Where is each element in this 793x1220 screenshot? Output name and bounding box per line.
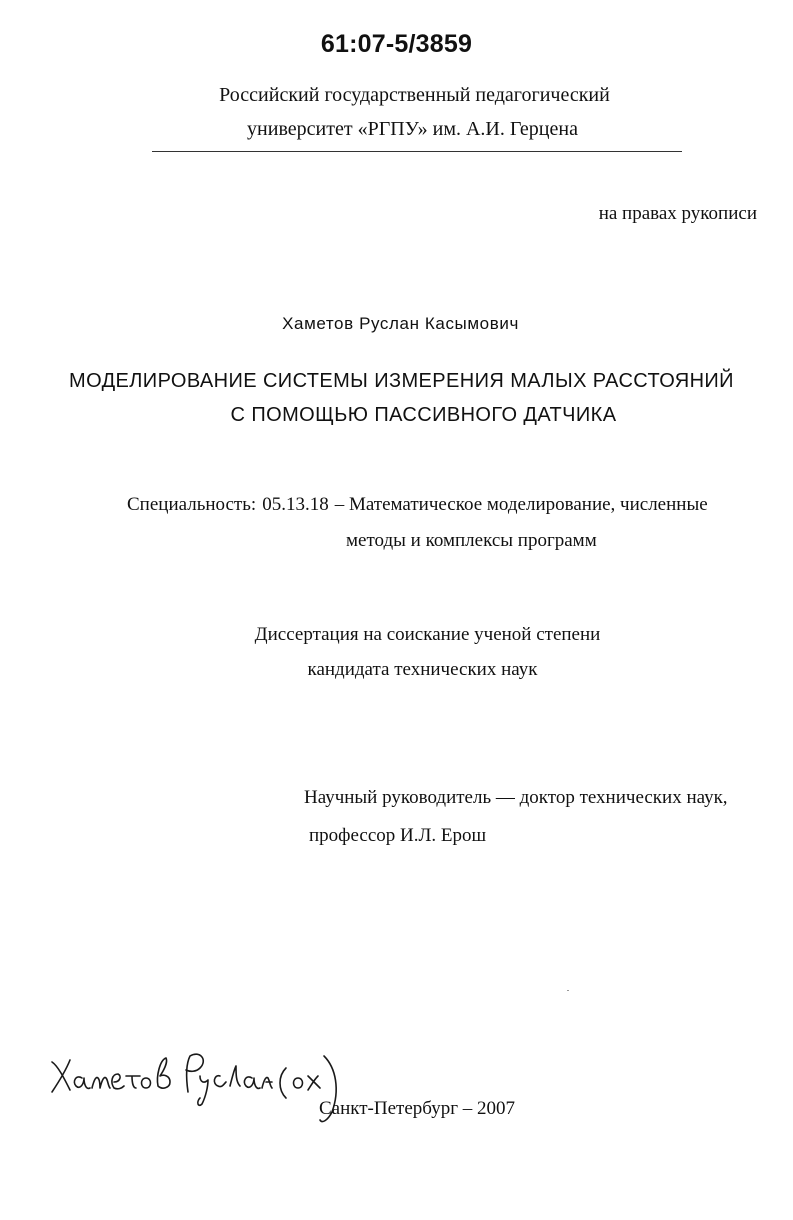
handwritten-signature: [40, 1020, 350, 1125]
university-line-2: университет «РГПУ» им. А.И. Герцена: [247, 118, 578, 140]
specialty-line-2: методы и комплексы программ: [346, 530, 597, 551]
dissertation-line-2: кандидата технических наук: [307, 659, 538, 680]
supervisor-line-1: Научный руководитель — доктор технических наук,: [304, 787, 728, 808]
dissertation-line-1: Диссертация на соискание ученой степени: [254, 624, 601, 645]
scan-speck: [567, 990, 569, 991]
specialty-code: 05.13.18: [262, 494, 329, 515]
header-divider: [152, 151, 682, 152]
thesis-title-line-2: С ПОМОЩЬЮ ПАССИВНОГО ДАТЧИКА: [230, 404, 617, 426]
university-line-1: Российский государственный педагогический: [219, 84, 610, 106]
thesis-title-line-1: МОДЕЛИРОВАНИЕ СИСТЕМЫ ИЗМЕРЕНИЯ МАЛЫХ РАССТОЯНИЙ: [69, 370, 734, 392]
specialty-text: – Математическое моделирование, численные: [334, 494, 708, 515]
city-year: Санкт-Петербург – 2007: [319, 1098, 516, 1119]
document-code: 61:07-5/3859: [320, 30, 473, 58]
author-name: Хаметов Руслан Касымович: [282, 314, 519, 333]
supervisor-line-2: профессор И.Л. Ерош: [309, 825, 487, 846]
rights-note: на правах рукописи: [598, 203, 757, 224]
specialty-label: Специальность:: [127, 494, 257, 515]
specialty-line-1: [127, 494, 708, 516]
